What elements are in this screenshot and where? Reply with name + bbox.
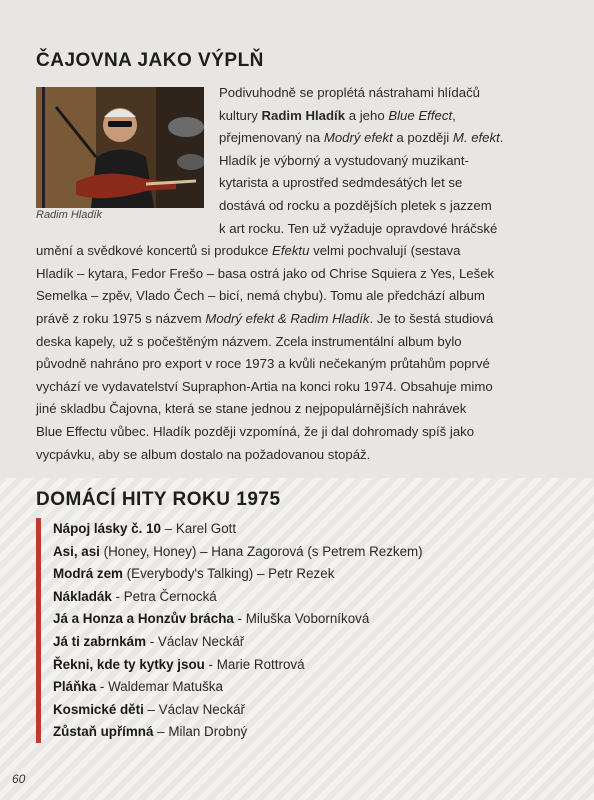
body-text: M. efekt: [452, 130, 500, 146]
hit-song: Asi, asi: [53, 543, 100, 559]
photo-illustration: [36, 87, 204, 208]
body-text: deska kapely, už s počeštěným názvem. Zcela instrumentální album bylo: [36, 333, 462, 349]
body-text: k art rocku. Ten už vyžaduje opravdové hráčské: [219, 220, 498, 236]
hit-song: Nákladák: [53, 588, 112, 604]
hit-artist: - Miluška Voborníková: [233, 611, 370, 627]
body-text: Semelka – zpěv, Vlado Čech – bicí, nemá chybu). Tomu ale předchází album: [36, 288, 485, 304]
body-text: umění a svědkové koncertů si produkce: [36, 243, 273, 259]
body-text: právě z roku 1975 s názvem: [36, 311, 206, 326]
body-line: [36, 285, 485, 308]
body-text: Blue Effectu vůbec. Hladík později vzpomíná, že ji dal dohromady spíš jako: [36, 424, 475, 439]
body-text: . Je to šestá studiová: [369, 311, 494, 326]
list-accent-bar: [36, 518, 41, 743]
hit-item: [53, 657, 305, 672]
body-text: dostává od rocku a pozdějších pletek s jazzem: [219, 198, 492, 213]
body-text: kultury: [219, 107, 262, 123]
body-text: ,: [452, 107, 456, 123]
body-line: [36, 444, 370, 467]
hit-artist: (Everybody's Talking) – Petr Rezek: [122, 566, 335, 582]
hit-artist: (Honey, Honey) – Hana Zagorová (s Petrem Rezkem): [99, 543, 423, 559]
hit-song: Pláňka: [53, 679, 97, 695]
body-line: [219, 105, 456, 128]
hit-item: [53, 724, 247, 739]
hit-item: [53, 589, 217, 604]
photo-caption: Radim Hladík: [36, 209, 103, 221]
body-text: Hladík je výborný a vystudovaný muzikant-: [219, 152, 469, 168]
body-text: a jeho: [345, 107, 389, 123]
body-line: [36, 421, 474, 444]
body-line: [219, 150, 469, 173]
body-text: přejmenovaný na: [219, 130, 324, 146]
body-text: kytarista a uprostřed sedmdesátých let se: [219, 175, 463, 191]
hit-artist: - Marie Rottrová: [204, 656, 305, 672]
body-line: [36, 398, 466, 421]
body-line: [36, 376, 493, 399]
body-text: vychází ve vydavatelství Supraphon-Artia na konci roku 1974. Obsahuje mimo: [36, 378, 493, 394]
body-line: [219, 172, 462, 195]
body-line: [36, 263, 494, 286]
section-title-hits: DOMÁCÍ HITY ROKU 1975: [36, 489, 281, 510]
body-text: původně nahráno pro export v roce 1973 a kvůli nečekaným průtahům poprvé: [36, 356, 490, 372]
hit-item: [53, 566, 334, 581]
body-text: Podivuhodně se proplétá nástrahami hlídačů: [219, 85, 480, 100]
body-line: [219, 82, 480, 105]
body-text: a později: [392, 130, 453, 146]
hit-artist: - Václav Neckář: [146, 634, 245, 649]
hit-item: [53, 702, 245, 717]
body-line: [36, 331, 462, 354]
hit-artist: – Václav Neckář: [143, 701, 246, 717]
section-title: ČAJOVNA JAKO VÝPLŇ: [36, 50, 264, 71]
photo-radim-hladik: [36, 87, 204, 208]
body-text: Hladík – kytara, Fedor Frešo – basa ostrá jako od Chrise Squiera z Yes, Lešek: [36, 265, 495, 281]
body-line: [36, 308, 493, 331]
hit-song: Nápoj lásky č. 10: [53, 521, 161, 536]
hit-song: Modrá zem: [53, 566, 123, 582]
body-text: velmi pochvalují (sestava: [309, 243, 461, 259]
body-text: jiné skladbu Čajovna, která se stane jednou z nejpopulárnějších nahrávek: [36, 401, 467, 417]
hit-item: [53, 544, 423, 559]
hit-item: [53, 679, 223, 694]
body-text: .: [499, 130, 504, 146]
body-text: Blue Effect: [388, 107, 453, 123]
hit-song: Já a Honza a Honzův brácha: [53, 611, 234, 627]
hit-song: Zůstaň upřímná: [53, 724, 154, 740]
hit-item: [53, 611, 369, 626]
page-number: 60: [12, 772, 26, 786]
hit-item: [53, 521, 236, 536]
hit-artist: – Milan Drobný: [153, 724, 248, 740]
hit-artist: - Petra Černocká: [111, 588, 217, 604]
body-text: Efektu: [272, 243, 310, 259]
body-line: [36, 240, 460, 263]
body-line: [36, 353, 490, 376]
hit-song: Já ti zabrnkám: [53, 634, 147, 649]
hit-song: Řekni, kde ty kytky jsou: [53, 656, 205, 672]
body-line: [219, 218, 497, 241]
body-line: [219, 127, 503, 150]
body-text: Radim Hladík: [261, 107, 346, 123]
hit-artist: – Karel Gott: [160, 521, 237, 536]
body-text: Modrý efekt: [323, 130, 393, 146]
body-text: vycpávku, aby se album dostalo na požadovanou stopáž.: [36, 446, 371, 462]
body-line: [219, 195, 492, 218]
hit-artist: - Waldemar Matuška: [96, 679, 223, 695]
hit-song: Kosmické děti: [53, 701, 144, 717]
body-text: Modrý efekt & Radim Hladík: [205, 311, 370, 326]
hit-item: [53, 634, 244, 649]
